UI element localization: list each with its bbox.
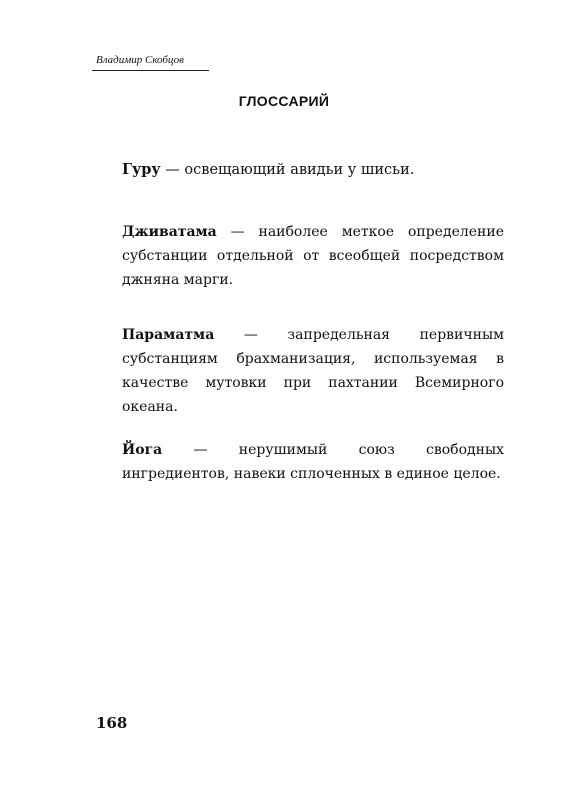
glossary-term: Гуру [122, 161, 161, 178]
glossary-definition: — наиболее меткое определение субстанции отдельной от всеобщей посредством джняна марги. [122, 224, 504, 288]
glossary-entry [122, 438, 504, 486]
glossary-definition: — нерушимый союз свободных ингредиентов, навеки сплоченных в единое целое. [122, 442, 505, 482]
glossary-entry [122, 220, 504, 292]
page-number: 168 [96, 714, 128, 732]
page-title: ГЛОССАРИЙ [238, 93, 330, 109]
glossary-definition: — освещающий авидьи у шисьи. [165, 162, 415, 178]
running-head: Владимир Скобцов [96, 54, 184, 66]
glossary-entry [122, 323, 504, 419]
glossary-term: Параматма [122, 327, 215, 343]
glossary-definition: — запредельная первичным субстанциям брахманизация, используемая в качестве мутовки при пахтании Всемирного океана. [122, 327, 504, 415]
glossary-entry [122, 158, 504, 182]
glossary-term: Йога [122, 442, 163, 458]
header-rule [92, 70, 209, 71]
glossary-term: Дживатама [122, 224, 217, 240]
